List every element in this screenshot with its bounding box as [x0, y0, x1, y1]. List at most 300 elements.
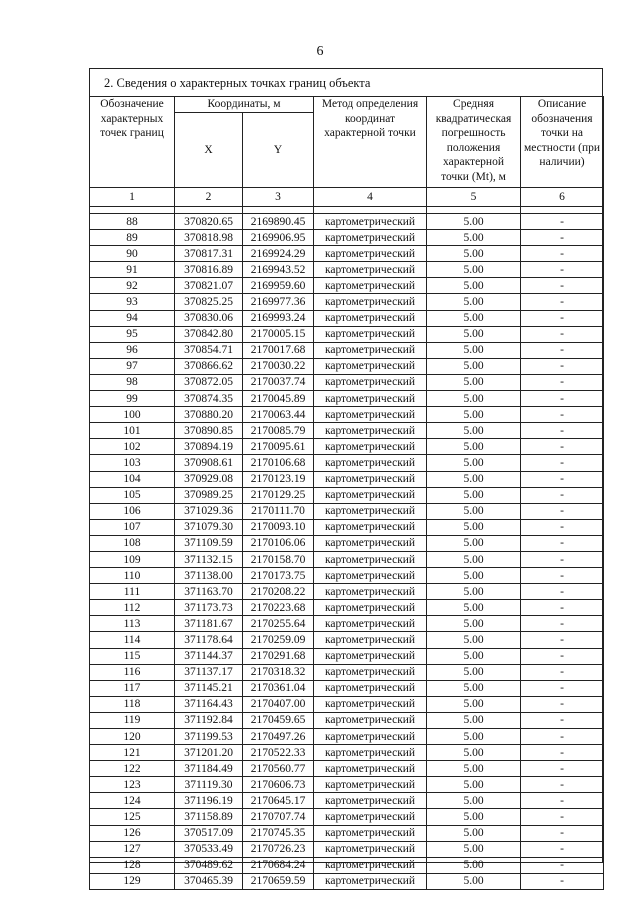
table-row: [90, 745, 604, 761]
method-cell: картометрический: [314, 391, 427, 407]
header-coordinates: Координаты, м: [175, 97, 314, 113]
method-cell: картометрический: [314, 616, 427, 632]
y-coordinate: 2169906.95: [243, 230, 314, 246]
table-row: [90, 519, 604, 535]
description-cell: -: [521, 745, 604, 761]
table-row: [90, 696, 604, 712]
accuracy-cell: 5.00: [427, 809, 521, 825]
table-row: [90, 777, 604, 793]
method-cell: картометрический: [314, 407, 427, 423]
x-coordinate: 370872.05: [175, 374, 243, 390]
x-coordinate: 370465.39: [175, 873, 243, 889]
point-number: 116: [90, 664, 175, 680]
point-number: 120: [90, 729, 175, 745]
point-number: 101: [90, 423, 175, 439]
point-number: 124: [90, 793, 175, 809]
accuracy-cell: 5.00: [427, 584, 521, 600]
method-cell: картометрический: [314, 374, 427, 390]
method-cell: картометрический: [314, 342, 427, 358]
column-number: 5: [427, 188, 521, 207]
x-coordinate: 371158.89: [175, 809, 243, 825]
y-coordinate: 2169890.45: [243, 214, 314, 230]
y-coordinate: 2170745.35: [243, 825, 314, 841]
description-cell: -: [521, 278, 604, 294]
spacer-cell: [90, 207, 175, 214]
description-cell: -: [521, 777, 604, 793]
point-number: 103: [90, 455, 175, 471]
boundary-points-table: [89, 96, 604, 890]
accuracy-cell: 5.00: [427, 294, 521, 310]
accuracy-cell: 5.00: [427, 487, 521, 503]
point-number: 94: [90, 310, 175, 326]
description-cell: -: [521, 214, 604, 230]
accuracy-cell: 5.00: [427, 568, 521, 584]
header-y: Y: [243, 113, 314, 188]
x-coordinate: 371201.20: [175, 745, 243, 761]
x-coordinate: 370517.09: [175, 825, 243, 841]
y-coordinate: 2170158.70: [243, 551, 314, 567]
x-coordinate: 370818.98: [175, 230, 243, 246]
accuracy-cell: 5.00: [427, 407, 521, 423]
x-coordinate: 370533.49: [175, 841, 243, 857]
x-coordinate: 371138.00: [175, 568, 243, 584]
point-number: 123: [90, 777, 175, 793]
table-row: [90, 503, 604, 519]
x-coordinate: 371144.37: [175, 648, 243, 664]
spacer-cell: [175, 207, 243, 214]
y-coordinate: 2170645.17: [243, 793, 314, 809]
method-cell: картометрический: [314, 600, 427, 616]
description-cell: -: [521, 793, 604, 809]
y-coordinate: 2170291.68: [243, 648, 314, 664]
column-number: 3: [243, 188, 314, 207]
table-row: [90, 793, 604, 809]
accuracy-cell: 5.00: [427, 712, 521, 728]
table-row: [90, 214, 604, 230]
method-cell: картометрический: [314, 519, 427, 535]
point-number: 107: [90, 519, 175, 535]
table-row: [90, 342, 604, 358]
y-coordinate: 2170017.68: [243, 342, 314, 358]
y-coordinate: 2170123.19: [243, 471, 314, 487]
y-coordinate: 2170208.22: [243, 584, 314, 600]
description-cell: -: [521, 664, 604, 680]
description-cell: -: [521, 841, 604, 857]
description-cell: -: [521, 648, 604, 664]
column-number: 2: [175, 188, 243, 207]
description-cell: -: [521, 696, 604, 712]
table-row: [90, 873, 604, 889]
accuracy-cell: 5.00: [427, 745, 521, 761]
point-number: 126: [90, 825, 175, 841]
y-coordinate: 2170063.44: [243, 407, 314, 423]
y-coordinate: 2170111.70: [243, 503, 314, 519]
page-number: 6: [316, 44, 324, 59]
point-number: 102: [90, 439, 175, 455]
point-number: 110: [90, 568, 175, 584]
point-number: 109: [90, 551, 175, 567]
accuracy-cell: 5.00: [427, 391, 521, 407]
y-coordinate: 2170045.89: [243, 391, 314, 407]
method-cell: картометрический: [314, 568, 427, 584]
table-row: [90, 664, 604, 680]
description-cell: -: [521, 391, 604, 407]
section-title: 2. Сведения о характерных точках границ объекта: [104, 76, 371, 90]
y-coordinate: 2170223.68: [243, 600, 314, 616]
description-cell: -: [521, 246, 604, 262]
method-cell: картометрический: [314, 648, 427, 664]
point-number: 114: [90, 632, 175, 648]
method-cell: картометрический: [314, 841, 427, 857]
method-cell: картометрический: [314, 777, 427, 793]
x-coordinate: 371199.53: [175, 729, 243, 745]
accuracy-cell: 5.00: [427, 326, 521, 342]
table-row: [90, 825, 604, 841]
point-number: 88: [90, 214, 175, 230]
x-coordinate: 371079.30: [175, 519, 243, 535]
x-coordinate: 370817.31: [175, 246, 243, 262]
x-coordinate: 370816.89: [175, 262, 243, 278]
x-coordinate: 371173.73: [175, 600, 243, 616]
y-coordinate: 2170726.23: [243, 841, 314, 857]
accuracy-cell: 5.00: [427, 761, 521, 777]
description-cell: -: [521, 407, 604, 423]
x-coordinate: 370929.08: [175, 471, 243, 487]
y-coordinate: 2170173.75: [243, 568, 314, 584]
table-row: [90, 358, 604, 374]
description-cell: -: [521, 471, 604, 487]
table-row: [90, 310, 604, 326]
x-coordinate: 371178.64: [175, 632, 243, 648]
description-cell: -: [521, 423, 604, 439]
y-coordinate: 2170318.32: [243, 664, 314, 680]
x-coordinate: 370830.06: [175, 310, 243, 326]
method-cell: картометрический: [314, 712, 427, 728]
spacer-row: [90, 207, 604, 214]
y-coordinate: 2170684.24: [243, 857, 314, 873]
x-coordinate: 370989.25: [175, 487, 243, 503]
description-cell: -: [521, 680, 604, 696]
table-row: [90, 857, 604, 873]
description-cell: -: [521, 712, 604, 728]
accuracy-cell: 5.00: [427, 310, 521, 326]
method-cell: картометрический: [314, 761, 427, 777]
x-coordinate: 371184.49: [175, 761, 243, 777]
description-cell: -: [521, 439, 604, 455]
method-cell: картометрический: [314, 326, 427, 342]
description-cell: -: [521, 809, 604, 825]
x-coordinate: 370842.80: [175, 326, 243, 342]
y-coordinate: 2170560.77: [243, 761, 314, 777]
table-row: [90, 648, 604, 664]
y-coordinate: 2170037.74: [243, 374, 314, 390]
x-coordinate: 371196.19: [175, 793, 243, 809]
accuracy-cell: 5.00: [427, 696, 521, 712]
x-coordinate: 370825.25: [175, 294, 243, 310]
point-number: 90: [90, 246, 175, 262]
x-coordinate: 371029.36: [175, 503, 243, 519]
method-cell: картометрический: [314, 664, 427, 680]
table-row: [90, 632, 604, 648]
description-cell: -: [521, 487, 604, 503]
method-cell: картометрический: [314, 857, 427, 873]
spacer-cell: [521, 207, 604, 214]
accuracy-cell: 5.00: [427, 680, 521, 696]
method-cell: картометрический: [314, 358, 427, 374]
table-row: [90, 391, 604, 407]
description-cell: -: [521, 632, 604, 648]
point-number: 104: [90, 471, 175, 487]
method-cell: картометрический: [314, 455, 427, 471]
x-coordinate: 371145.21: [175, 680, 243, 696]
method-cell: картометрический: [314, 809, 427, 825]
table-row: [90, 294, 604, 310]
table-row: [90, 455, 604, 471]
header-description: Описание обозначения точки на местности (при наличии): [521, 97, 604, 188]
table-row: [90, 535, 604, 551]
table-row: [90, 761, 604, 777]
x-coordinate: 371192.84: [175, 712, 243, 728]
y-coordinate: 2170522.33: [243, 745, 314, 761]
x-coordinate: 370894.19: [175, 439, 243, 455]
method-cell: картометрический: [314, 535, 427, 551]
y-coordinate: 2170095.61: [243, 439, 314, 455]
accuracy-cell: 5.00: [427, 519, 521, 535]
accuracy-cell: 5.00: [427, 439, 521, 455]
accuracy-cell: 5.00: [427, 455, 521, 471]
accuracy-cell: 5.00: [427, 246, 521, 262]
table-row: [90, 487, 604, 503]
description-cell: -: [521, 551, 604, 567]
x-coordinate: 370890.85: [175, 423, 243, 439]
table-row: [90, 407, 604, 423]
y-coordinate: 2170005.15: [243, 326, 314, 342]
accuracy-cell: 5.00: [427, 777, 521, 793]
spacer-cell: [314, 207, 427, 214]
table-row: [90, 680, 604, 696]
table-row: [90, 600, 604, 616]
accuracy-cell: 5.00: [427, 214, 521, 230]
description-cell: -: [521, 294, 604, 310]
table-row: [90, 326, 604, 342]
accuracy-cell: 5.00: [427, 873, 521, 889]
point-number: 111: [90, 584, 175, 600]
point-number: 118: [90, 696, 175, 712]
y-coordinate: 2170606.73: [243, 777, 314, 793]
table-row: [90, 712, 604, 728]
accuracy-cell: 5.00: [427, 278, 521, 294]
description-cell: -: [521, 374, 604, 390]
spacer-cell: [243, 207, 314, 214]
point-number: 121: [90, 745, 175, 761]
accuracy-cell: 5.00: [427, 423, 521, 439]
table-row: [90, 568, 604, 584]
method-cell: картометрический: [314, 825, 427, 841]
point-number: 129: [90, 873, 175, 889]
x-coordinate: 371181.67: [175, 616, 243, 632]
accuracy-cell: 5.00: [427, 374, 521, 390]
method-cell: картометрический: [314, 294, 427, 310]
x-coordinate: 370489.62: [175, 857, 243, 873]
method-cell: картометрический: [314, 487, 427, 503]
table-row: [90, 278, 604, 294]
method-cell: картометрический: [314, 262, 427, 278]
accuracy-cell: 5.00: [427, 600, 521, 616]
x-coordinate: 371132.15: [175, 551, 243, 567]
accuracy-cell: 5.00: [427, 358, 521, 374]
description-cell: -: [521, 729, 604, 745]
point-number: 93: [90, 294, 175, 310]
accuracy-cell: 5.00: [427, 471, 521, 487]
description-cell: -: [521, 503, 604, 519]
table-row: [90, 423, 604, 439]
table-row: [90, 616, 604, 632]
header-point: Обозначение характерных точек границ: [90, 97, 175, 188]
y-coordinate: 2170659.59: [243, 873, 314, 889]
y-coordinate: 2170707.74: [243, 809, 314, 825]
y-coordinate: 2170030.22: [243, 358, 314, 374]
y-coordinate: 2170361.04: [243, 680, 314, 696]
method-cell: картометрический: [314, 696, 427, 712]
description-cell: -: [521, 600, 604, 616]
method-cell: картометрический: [314, 439, 427, 455]
method-cell: картометрический: [314, 632, 427, 648]
x-coordinate: 370854.71: [175, 342, 243, 358]
x-coordinate: 370821.07: [175, 278, 243, 294]
column-number: 1: [90, 188, 175, 207]
description-cell: -: [521, 358, 604, 374]
x-coordinate: 370880.20: [175, 407, 243, 423]
method-cell: картометрический: [314, 584, 427, 600]
point-number: 127: [90, 841, 175, 857]
method-cell: картометрический: [314, 310, 427, 326]
method-cell: картометрический: [314, 873, 427, 889]
table-row: [90, 809, 604, 825]
point-number: 100: [90, 407, 175, 423]
point-number: 119: [90, 712, 175, 728]
column-number: 4: [314, 188, 427, 207]
accuracy-cell: 5.00: [427, 632, 521, 648]
point-number: 96: [90, 342, 175, 358]
accuracy-cell: 5.00: [427, 503, 521, 519]
y-coordinate: 2169943.52: [243, 262, 314, 278]
method-cell: картометрический: [314, 745, 427, 761]
point-number: 112: [90, 600, 175, 616]
table-row: [90, 439, 604, 455]
point-number: 108: [90, 535, 175, 551]
method-cell: картометрический: [314, 278, 427, 294]
method-cell: картометрический: [314, 551, 427, 567]
table-row: [90, 374, 604, 390]
y-coordinate: 2170497.26: [243, 729, 314, 745]
accuracy-cell: 5.00: [427, 551, 521, 567]
method-cell: картометрический: [314, 230, 427, 246]
accuracy-cell: 5.00: [427, 230, 521, 246]
y-coordinate: 2170129.25: [243, 487, 314, 503]
table-row: [90, 729, 604, 745]
x-coordinate: 371164.43: [175, 696, 243, 712]
column-number-row: [90, 188, 604, 207]
accuracy-cell: 5.00: [427, 262, 521, 278]
point-number: 113: [90, 616, 175, 632]
point-number: 117: [90, 680, 175, 696]
table-row: [90, 262, 604, 278]
point-number: 115: [90, 648, 175, 664]
method-cell: картометрический: [314, 471, 427, 487]
description-cell: -: [521, 535, 604, 551]
x-coordinate: 370908.61: [175, 455, 243, 471]
point-number: 91: [90, 262, 175, 278]
point-number: 89: [90, 230, 175, 246]
accuracy-cell: 5.00: [427, 664, 521, 680]
accuracy-cell: 5.00: [427, 841, 521, 857]
description-cell: -: [521, 616, 604, 632]
accuracy-cell: 5.00: [427, 535, 521, 551]
table-row: [90, 230, 604, 246]
y-coordinate: 2170259.09: [243, 632, 314, 648]
y-coordinate: 2169959.60: [243, 278, 314, 294]
x-coordinate: 371119.30: [175, 777, 243, 793]
y-coordinate: 2169924.29: [243, 246, 314, 262]
x-coordinate: 370874.35: [175, 391, 243, 407]
method-cell: картометрический: [314, 246, 427, 262]
method-cell: картометрический: [314, 729, 427, 745]
point-number: 122: [90, 761, 175, 777]
accuracy-cell: 5.00: [427, 857, 521, 873]
point-number: 92: [90, 278, 175, 294]
y-coordinate: 2170407.00: [243, 696, 314, 712]
point-number: 99: [90, 391, 175, 407]
method-cell: картометрический: [314, 423, 427, 439]
accuracy-cell: 5.00: [427, 616, 521, 632]
point-number: 125: [90, 809, 175, 825]
description-cell: -: [521, 584, 604, 600]
method-cell: картометрический: [314, 793, 427, 809]
description-cell: -: [521, 230, 604, 246]
point-number: 98: [90, 374, 175, 390]
y-coordinate: 2169993.24: [243, 310, 314, 326]
point-number: 97: [90, 358, 175, 374]
y-coordinate: 2169977.36: [243, 294, 314, 310]
header-x: X: [175, 113, 243, 188]
y-coordinate: 2170106.68: [243, 455, 314, 471]
description-cell: -: [521, 873, 604, 889]
table-row: [90, 246, 604, 262]
method-cell: картометрический: [314, 503, 427, 519]
y-coordinate: 2170106.06: [243, 535, 314, 551]
x-coordinate: 371109.59: [175, 535, 243, 551]
x-coordinate: 371163.70: [175, 584, 243, 600]
description-cell: -: [521, 857, 604, 873]
column-number: 6: [521, 188, 604, 207]
method-cell: картометрический: [314, 214, 427, 230]
header-accuracy: Средняя квадратическая погрешность положения характерной точки (Mt), м: [427, 97, 521, 188]
description-cell: -: [521, 825, 604, 841]
description-cell: -: [521, 761, 604, 777]
spacer-cell: [427, 207, 521, 214]
accuracy-cell: 5.00: [427, 342, 521, 358]
description-cell: -: [521, 455, 604, 471]
y-coordinate: 2170255.64: [243, 616, 314, 632]
table-row: [90, 551, 604, 567]
description-cell: -: [521, 519, 604, 535]
table-row: [90, 584, 604, 600]
description-cell: -: [521, 342, 604, 358]
point-number: 105: [90, 487, 175, 503]
y-coordinate: 2170459.65: [243, 712, 314, 728]
method-cell: картометрический: [314, 680, 427, 696]
accuracy-cell: 5.00: [427, 825, 521, 841]
